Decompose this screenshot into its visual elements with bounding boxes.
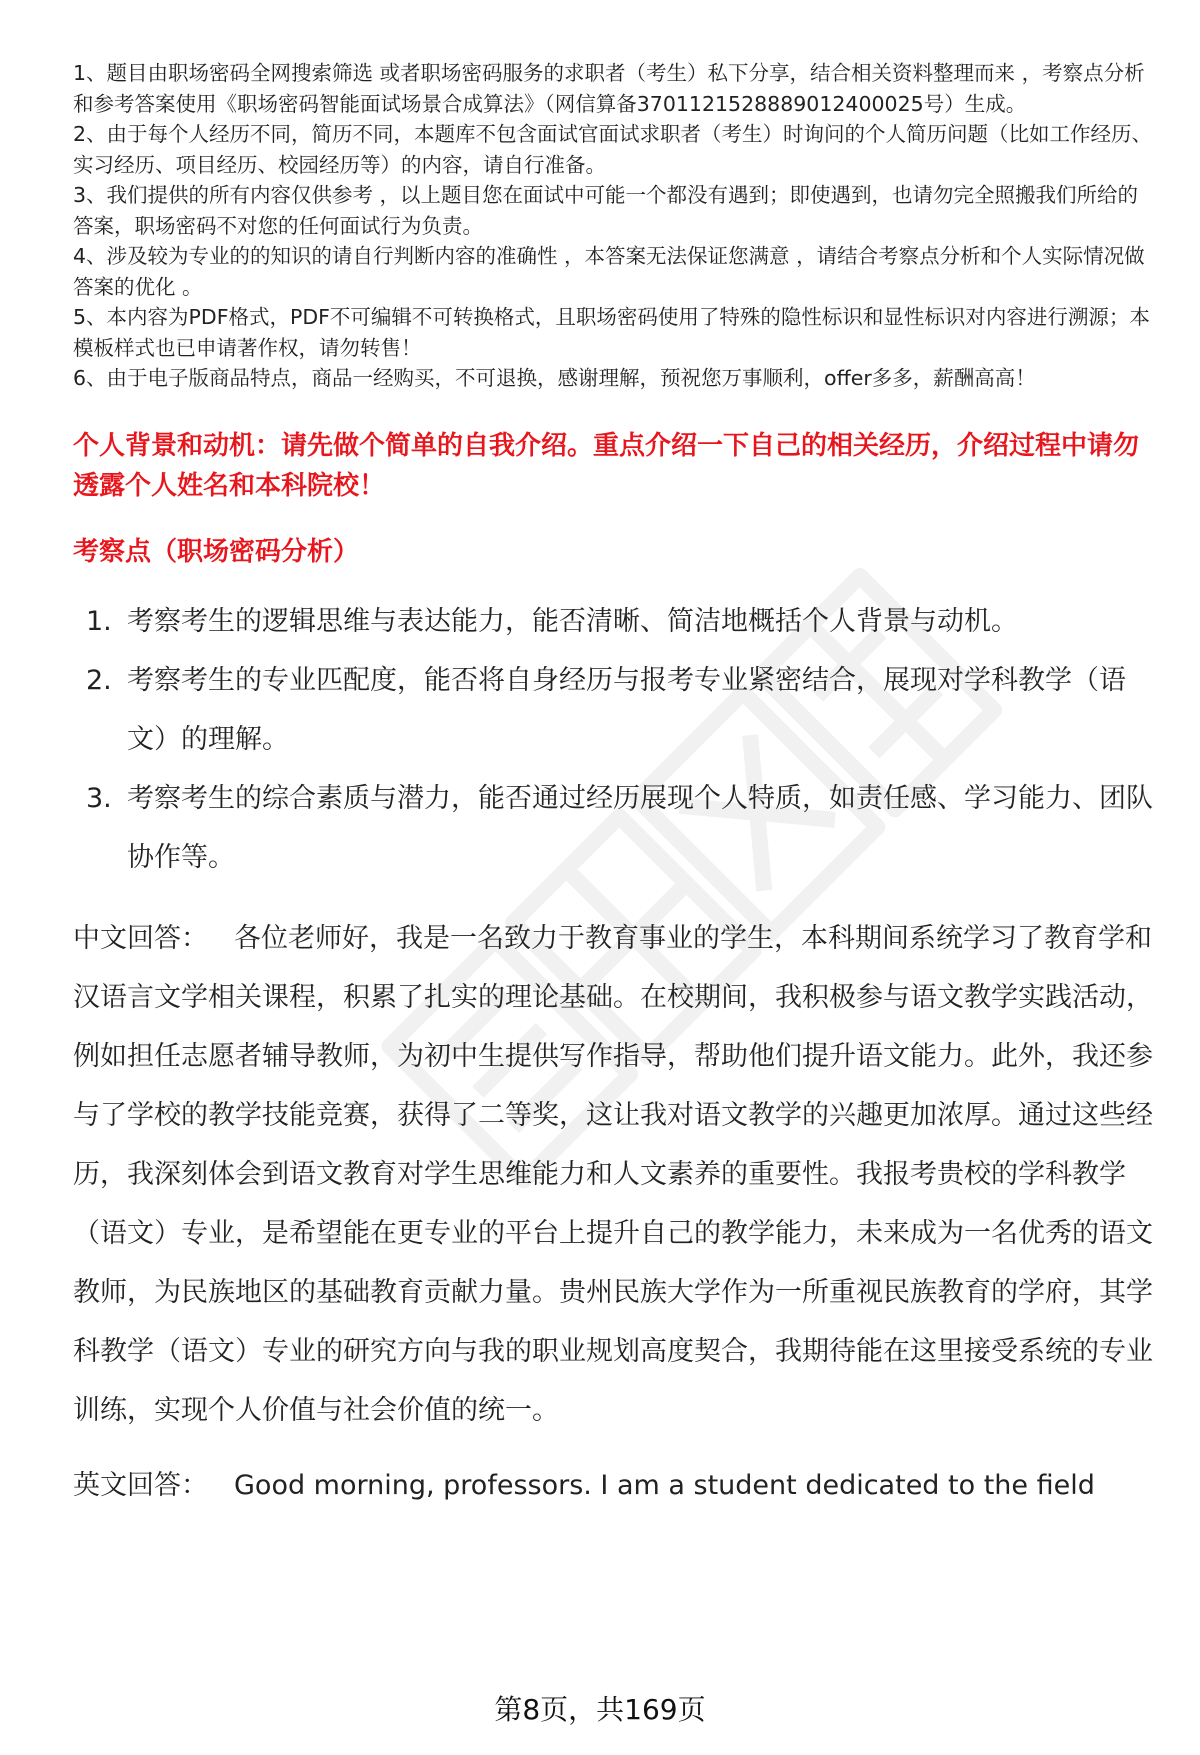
interview-question: 个人背景和动机：请先做个简单的自我介绍。重点介绍一下自己的相关经历，介绍过程中请勿透露个人姓名和本科院校！ <box>73 430 1140 501</box>
disclaimer-item: 2、由于每个人经历不同，简历不同，本题库不包含面试官面试求职者（考生）时询问的个人简历问题（比如工作经历、实习经历、项目经历、校园经历等）的内容，请自行准备。 <box>73 122 1153 177</box>
page-footer: 第8页，共169页 <box>494 1693 706 1726</box>
answer-english <box>73 1456 1158 1515</box>
disclaimer-item: 1、题目由职场密码全网搜索筛选 或者职场密码服务的求职者（考生）私下分享，结合相关资料整理而来 ，考察点分析和参考答案使用《职场密码智能面试场景合成算法》（网信算备3701121528889012400025号）生成。 <box>73 61 1145 116</box>
analysis-point <box>73 651 1158 769</box>
disclaimer-block <box>73 58 1158 394</box>
answer-english-label: 英文回答： <box>73 1469 208 1501</box>
answer-chinese-label: 中文回答： <box>73 922 208 954</box>
point-number: 3. <box>86 782 112 814</box>
point-text: 考察考生的专业匹配度，能否将自身经历与报考专业紧密结合，展现对学科教学（语文）的理解。 <box>127 664 1126 755</box>
analysis-point <box>73 592 1158 651</box>
disclaimer-item: 3、我们提供的所有内容仅供参考 ，以上题目您在面试中可能一个都没有遇到；即使遇到，也请勿完全照搬我们所给的答案，职场密码不对您的任何面试行为负责。 <box>73 183 1139 238</box>
disclaimer-item: 5、本内容为PDF格式，PDF不可编辑不可转换格式，且职场密码使用了特殊的隐性标识和显性标识对内容进行溯源；本模板样式也已申请著作权，请勿转售！ <box>73 305 1150 360</box>
analysis-points <box>73 592 1158 887</box>
document-page <box>73 58 1158 1515</box>
point-number: 1. <box>86 605 112 637</box>
answer-chinese <box>73 909 1158 1440</box>
analysis-point <box>73 769 1158 887</box>
analysis-title: 考察点（职场密码分析） <box>73 536 360 567</box>
point-text: 考察考生的逻辑思维与表达能力，能否清晰、简洁地概括个人背景与动机。 <box>127 605 1018 637</box>
answer-chinese-text: 各位老师好，我是一名致力于教育事业的学生，本科期间系统学习了教育学和汉语言文学相关课程，积累了扎实的理论基础。在校期间，我积极参与语文教学实践活动，例如担任志愿者辅导教师，为初中生提供写作指导，帮助他们提升语文能力。此外，我还参与了学校的教学技能竞赛，获得了二等奖，这让我对语文教学的兴趣更加浓厚。通过这些经历，我深刻体会到语文教育对学生思维能力和人文素养的重要性。我报考贵校的学科教学（语文）专业，是希望能在更专业的平台上提升自己的教学能力，未来成为一名优秀的语文教师，为民族地区的基础教育贡献力量。贵州民族大学作为一所重视民族教育的学府，其学科教学（语文）专业的研究方向与我的职业规划高度契合，我期待能在这里接受系统的专业训练，实现个人价值与社会价值的统一。 <box>73 922 1153 1426</box>
point-number: 2. <box>86 664 112 696</box>
disclaimer-item: 4、涉及较为专业的的知识的请自行判断内容的准确性 ，本答案无法保证您满意 ，请结合考察点分析和个人实际情况做答案的优化 。 <box>73 244 1145 299</box>
disclaimer-item: 6、由于电子版商品特点，商品一经购买，不可退换，感谢理解，预祝您万事顺利，offer多多，薪酬高高！ <box>73 366 1036 390</box>
answer-english-text: Good morning, professors. I am a student dedicated to the field <box>234 1469 1095 1501</box>
point-text: 考察考生的综合素质与潜力，能否通过经历展现个人特质，如责任感、学习能力、团队协作等。 <box>127 782 1153 873</box>
